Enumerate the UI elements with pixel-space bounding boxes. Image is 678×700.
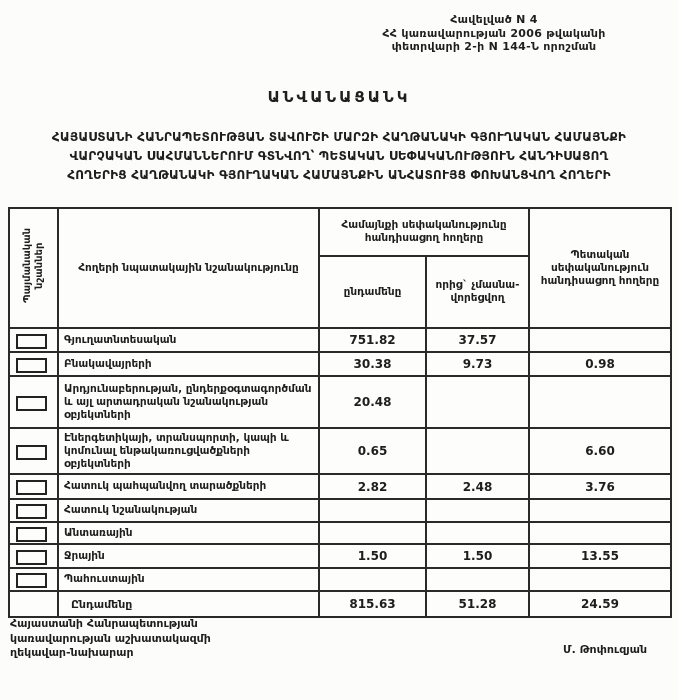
table-row-residential [9,352,671,376]
cell-of-which: 9.73 [426,352,529,376]
cell-of-which: 1.50 [426,544,529,568]
row-label: Արդյունաբերության, ընդերքօգտագործման և այլ արտադրական նշանակության օբյեկտների [58,376,319,428]
legend-box-icon [16,573,47,588]
table-row-forest [9,522,671,544]
cell-state [529,376,671,428]
subtitle-line1: ՀԱՅԱՍՏԱՆԻ ՀԱՆՐԱՊԵՏՈՒԹՅԱՆ ՏԱՎՈՒՇԻ ՄԱՐԶԻ ՀԱՂԹԱՆԱԿԻ ԳՅՈՒՂԱԿԱՆ ՀԱՄԱՅՆՔԻ [51,130,627,144]
cell-total: 751.82 [319,328,426,352]
legend-box-icon [16,358,47,373]
cell-state: 6.60 [529,428,671,474]
header-state-owned: Պետական սեփականություն հանդիսացող հողերը [529,208,671,328]
table-header-row-1 [9,208,671,256]
row-label: Պահուստային [58,568,319,591]
annex-header [318,13,670,54]
legend-box-icon [16,550,47,565]
cell-total: 1.50 [319,544,426,568]
signatory-title-line2: կառավարության աշխատակազմի [10,631,211,645]
symbol-cell-empty [9,591,58,617]
header-total: ընդամենը [319,256,426,328]
cell-state [529,499,671,522]
legend-box-icon [16,396,47,411]
table-row-infrastructure [9,428,671,474]
subtitle-line2: ՎԱՐՉԱԿԱՆ ՍԱՀՄԱՆՆԵՐՈՒՄ ԳՏՆՎՈՂ՝ ՊԵՏԱԿԱՆ ՍԵՓԱԿԱՆՈՒԹՅՈՒՆ ՀԱՆԴԻՍԱՑՈՂ [69,149,609,163]
row-label: Ջրային [58,544,319,568]
row-label: Գյուղատնտեսական [58,328,319,352]
cell-of-which [426,376,529,428]
signatory-title-line1: Հայաստանի Հանրապետության [10,617,198,630]
cell-total [319,499,426,522]
table-row-special [9,499,671,522]
cell-of-which [426,499,529,522]
cell-total: 0.65 [319,428,426,474]
cell-of-which: 51.28 [426,591,529,617]
table-row-reserve [9,568,671,591]
row-label: Բնակավայրերի [58,352,319,376]
header-purpose: Հողերի նպատակային նշանակությունը [58,208,319,328]
cell-total: 2.82 [319,474,426,499]
cell-state: 24.59 [529,591,671,617]
cell-total [319,568,426,591]
symbol-cell [9,544,58,568]
page-title: ԱՆՎԱՆԱՑԱՆԿ [267,88,411,106]
subtitle-line3: ՀՈՂԵՐԻՑ ՀԱՂԹԱՆԱԿԻ ԳՅՈՒՂԱԿԱՆ ՀԱՄԱՅՆՔԻՆ ԱՆՀԱՏՈՒՅՑ ՓՈԽԱՆՑՎՈՂ ՀՈՂԵՐԻ [67,168,611,182]
cell-of-which: 2.48 [426,474,529,499]
header-symbols-label: Պայմանական նշաններ [21,228,45,304]
cell-total [319,522,426,544]
annex-header-line1: Հավելված N 4 [450,13,538,26]
symbol-cell [9,522,58,544]
legend-box-icon [16,480,47,495]
legend-box-icon [16,504,47,519]
table-row-protected [9,474,671,499]
symbol-cell [9,474,58,499]
header-symbols [9,208,58,328]
legend-box-icon [16,445,47,460]
table-row-agricultural [9,328,671,352]
legend-box-icon [16,527,47,542]
cell-total: 20.48 [319,376,426,428]
land-balance-table [8,207,672,618]
table-total-row [9,591,671,617]
annex-header-line2: ՀՀ կառավարության 2006 թվականի [382,26,606,40]
total-row-label: Ընդամենը [58,591,319,617]
document-subtitle [6,128,672,185]
signatory-title-line3: ղեկավար-նախարար [10,646,134,659]
symbol-cell [9,328,58,352]
cell-of-which [426,522,529,544]
cell-of-which [426,568,529,591]
cell-of-which: 37.57 [426,328,529,352]
symbol-cell [9,499,58,522]
row-label: Էներգետիկայի, տրանսպորտի, կապի և կոմունալ ենթակառուցվածքների օբյեկտների [58,428,319,474]
cell-total: 30.38 [319,352,426,376]
symbol-cell [9,428,58,474]
cell-state: 3.76 [529,474,671,499]
row-label: Հատուկ պահպանվող տարածքների [58,474,319,499]
symbol-cell [9,352,58,376]
header-of-which: որից` չմասնավորեցվող [426,256,529,328]
signatory-title-block [10,617,211,661]
row-label: Հատուկ նշանակության [58,499,319,522]
legend-box-icon [16,334,47,349]
symbol-cell [9,376,58,428]
cell-of-which [426,428,529,474]
cell-state: 13.55 [529,544,671,568]
header-community-group: Համայնքի սեփականությունը հանդիսացող հողերը [319,208,529,256]
cell-state [529,568,671,591]
table-row-water [9,544,671,568]
row-label: Անտառային [58,522,319,544]
cell-state [529,328,671,352]
cell-state: 0.98 [529,352,671,376]
annex-header-line3: փետրվարի 2-ի N 144-Ն որոշման [391,40,597,53]
signatory-name: Մ. Թոփուզյան [563,643,648,656]
symbol-cell [9,568,58,591]
cell-total: 815.63 [319,591,426,617]
table-row-industrial [9,376,671,428]
cell-state [529,522,671,544]
